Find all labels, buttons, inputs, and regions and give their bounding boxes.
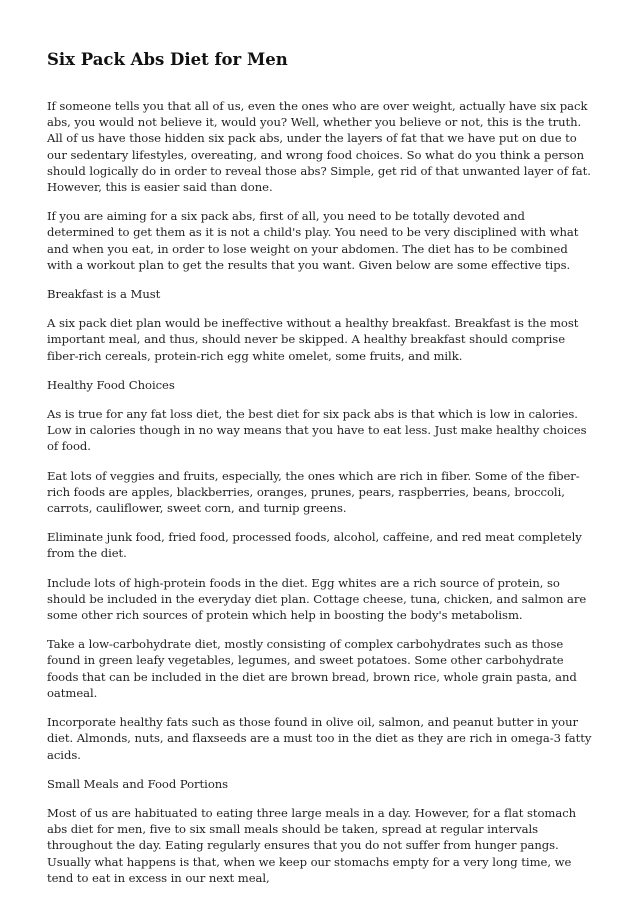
paragraph-protein: Include lots of high-protein foods in the diet. Egg whites are a rich source of protein, so should be included in the everyday diet plan. Cottage cheese, tuna, chicken, and salmon are some other rich sources of protein which help in boosting the body's metabolism.: [47, 575, 587, 623]
section-heading-breakfast: Breakfast is a Must: [47, 287, 161, 302]
paragraph-veggies-fruits: Eat lots of veggies and fruits, especially, the ones which are rich in fiber. Some of the fiber-rich foods are apples, blackberries, oranges, prunes, pears, raspberries, beans, broccoli, carrots, cauliflower, sweet corn, and turnip greens.: [47, 468, 580, 516]
paragraph-breakfast: A six pack diet plan would be ineffective without a healthy breakfast. Breakfast is the most important meal, and thus, should never be skipped. A healthy breakfast should comprise fiber-rich cereals, protein-rich egg white omelet, some fruits, and milk.: [47, 316, 579, 363]
section-heading-healthy-food: Healthy Food Choices: [47, 377, 175, 392]
document-page: [47, 49, 595, 899]
paragraph-aim: If you are aiming for a six pack abs, first of all, you need to be totally devoted and determined to get them as it is not a child's play. You need to be very disciplined with what and when you eat, in order to lose weight on your abdomen. The diet has to be combined with a workout plan to get the results that you want. Given below are some effective tips.: [47, 209, 579, 272]
paragraph-eliminate-junk: Eliminate junk food, fried food, processed foods, alcohol, caffeine, and red meat completely from the diet.: [47, 530, 582, 561]
section-heading-small-meals: Small Meals and Food Portions: [47, 776, 229, 791]
paragraph-intro: If someone tells you that all of us, even the ones who are over weight, actually have six pack abs, you would not believe it, would you? Well, whether you believe or not, this is the truth. All of us have those hidden six pack abs, under the layers of fat that we have put on due to our sedentary lifestyles, overeating, and wrong food choices. So what do you think a person should logically do in order to reveal those abs? Simple, get rid of that unwanted layer of fat. However, this is easier said than done.: [47, 99, 591, 195]
paragraph-carbohydrates: Take a low-carbohydrate diet, mostly consisting of complex carbohydrates such as those found in green leafy vegetables, legumes, and sweet potatoes. Some other carbohydrate foods that can be included in the diet are brown bread, brown rice, whole grain pasta, and oatmeal.: [47, 637, 577, 700]
paragraph-healthy-fats: Incorporate healthy fats such as those found in olive oil, salmon, and peanut butter in your diet. Almonds, nuts, and flaxseeds are a must too in the diet as they are rich in omega-3 fatty acids.: [47, 715, 592, 762]
document-title: Six Pack Abs Diet for Men: [47, 50, 288, 69]
paragraph-small-meals: Most of us are habituated to eating three large meals in a day. However, for a flat stomach abs diet for men, five to six small meals should be taken, spread at regular intervals throughout the day. Eating regularly ensures that you do not suffer from hunger pangs. Usually what happens is that, when we keep our stomachs empty for a very long time, we tend to eat in excess in our next meal,: [47, 805, 577, 885]
paragraph-low-calorie: As is true for any fat loss diet, the best diet for six pack abs is that which is low in calories. Low in calories though in no way means that you have to eat less. Just make healthy choices of food.: [47, 407, 587, 454]
